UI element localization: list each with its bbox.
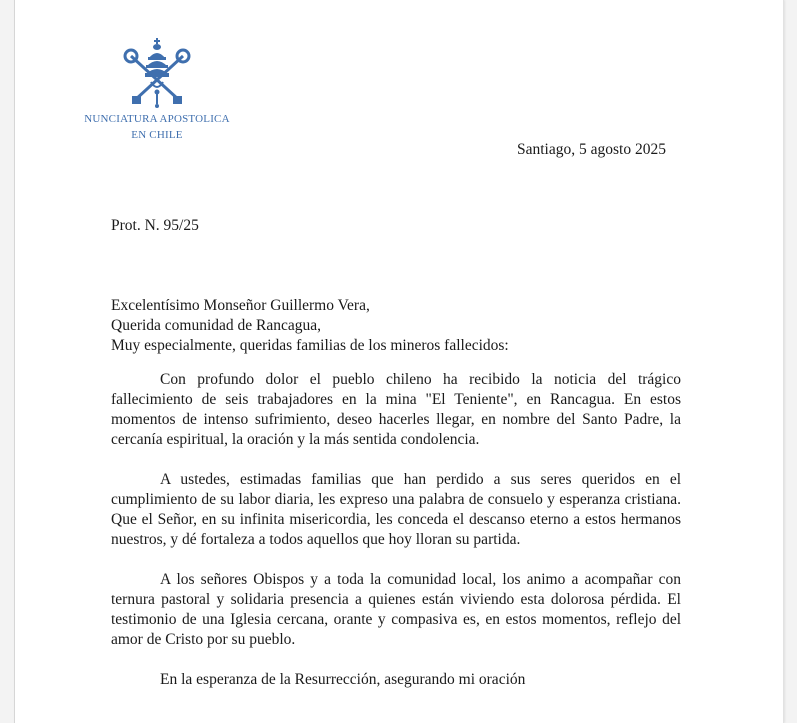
org-name-line2: EN CHILE	[131, 129, 183, 141]
letter-date: Santiago, 5 agosto 2025	[517, 141, 666, 158]
body-paragraph: Con profundo dolor el pueblo chileno ha recibido la noticia del trágico fallecimiento de seis trabajadores en la mina "El Teniente", en Rancagua. En estos momentos de intenso sufrimiento, deseo hacerles llegar, en nombre del Santo Padre, la cercanía espiritual, la oración y la más sentida condolencia.	[111, 371, 681, 448]
letter-page	[14, 0, 784, 723]
body-paragraph: A los señores Obispos y a toda la comunidad local, los animo a acompañar con ternura pastoral y solidaria presencia a quienes están viviendo esta dolorosa pérdida. El testimonio de una Iglesia cercana, orante y compasiva es, en estos momentos, reflejo del amor de Cristo por su pueblo.	[111, 571, 681, 648]
letter-body	[111, 370, 681, 710]
protocol-number: Prot. N. 95/25	[111, 217, 199, 234]
salutation-line: Muy especialmente, queridas familias de los mineros fallecidos:	[111, 337, 509, 354]
letterhead	[77, 36, 237, 142]
body-paragraph: A ustedes, estimadas familias que han perdido a sus seres queridos en el cumplimiento de su labor diaria, les expreso una palabra de consuelo y esperanza cristiana. Que el Señor, en su infinita misericordia, les conceda el descanso eterno a estos hermanos nuestros, y dé fortaleza a todos aquellos que hoy lloran su partida.	[111, 471, 681, 548]
salutation-line: Excelentísimo Monseñor Guillermo Vera,	[111, 297, 370, 314]
org-name-line1: NUNCIATURA APOSTOLICA	[84, 113, 230, 125]
salutation-line: Querida comunidad de Rancagua,	[111, 317, 322, 334]
salutation	[111, 296, 509, 356]
closing-line: En la esperanza de la Resurrección, asegurando mi oración	[160, 671, 526, 688]
papal-keys-tiara-icon	[121, 36, 193, 110]
